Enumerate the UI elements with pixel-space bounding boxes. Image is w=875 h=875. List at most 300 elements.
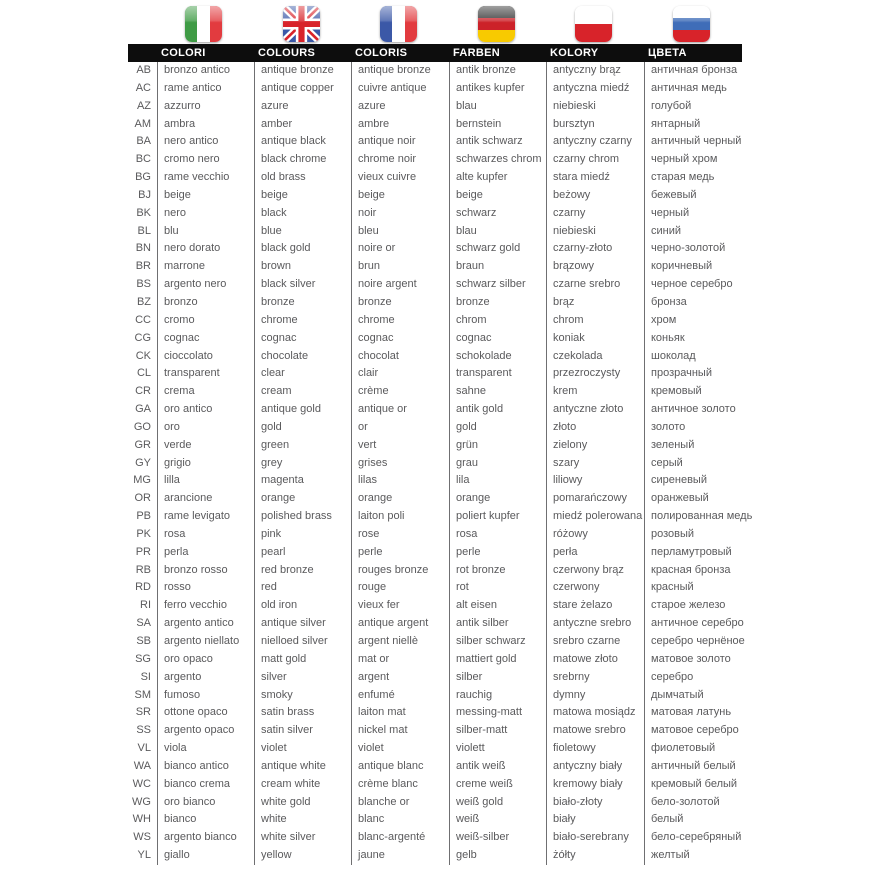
color-name-cell-french: violet xyxy=(351,740,449,758)
color-name-cell-english: white gold xyxy=(254,794,351,812)
color-name-cell-french: rouge xyxy=(351,579,449,597)
color-name-cell-polish: antyczny brąz xyxy=(546,62,644,80)
color-name-cell-polish: koniak xyxy=(546,330,644,348)
color-code-cell: PR xyxy=(135,545,151,558)
color-name-cell-english: white silver xyxy=(254,829,351,847)
table-row-WS xyxy=(128,829,754,847)
column-header-english: COLOURS xyxy=(258,47,316,59)
table-row-GO xyxy=(128,419,754,437)
color-code-cell: AM xyxy=(134,117,151,130)
color-code-cell: SB xyxy=(136,635,151,647)
color-name-cell-italian: lilla xyxy=(157,472,254,490)
color-name-cell-italian: fumoso xyxy=(157,687,254,705)
color-name-cell-russian: старая медь xyxy=(644,169,754,187)
color-name-cell-english: old iron xyxy=(254,597,351,615)
color-name-cell-english: azure xyxy=(254,98,351,116)
color-name-cell-english: pink xyxy=(254,526,351,544)
russia-flag-icon xyxy=(673,6,710,42)
color-name-cell-english: antique copper xyxy=(254,80,351,98)
color-name-cell-russian: черный xyxy=(644,205,754,223)
color-name-cell-german: poliert kupfer xyxy=(449,508,546,526)
color-name-cell-russian: коричневый xyxy=(644,258,754,276)
color-name-cell-russian: серебро xyxy=(644,669,754,687)
table-row-GA xyxy=(128,401,754,419)
color-name-cell-polish: krem xyxy=(546,383,644,401)
color-code-cell: AZ xyxy=(136,99,151,112)
color-name-cell-polish: matowe srebro xyxy=(546,722,644,740)
color-name-cell-italian: verde xyxy=(157,437,254,455)
color-code-cell: BJ xyxy=(138,188,151,201)
color-name-cell-german: schokolade xyxy=(449,348,546,366)
color-name-cell-english: smoky xyxy=(254,687,351,705)
color-name-cell-english: beige xyxy=(254,187,351,205)
color-code-cell: SG xyxy=(135,652,151,665)
color-name-cell-german: weiß-silber xyxy=(449,829,546,847)
color-name-cell-italian: cromo nero xyxy=(157,151,254,169)
column-header-polish: KOLORY xyxy=(550,47,599,59)
table-row-AZ xyxy=(128,98,754,116)
color-name-cell-russian: дымчатый xyxy=(644,687,754,705)
color-name-cell-english: gold xyxy=(254,419,351,437)
color-name-cell-italian: nero dorato xyxy=(157,240,254,258)
column-header-french: COLORIS xyxy=(355,47,408,59)
color-name-cell-german: orange xyxy=(449,490,546,508)
table-row-RD xyxy=(128,579,754,597)
color-name-cell-german: antik silber xyxy=(449,615,546,633)
table-row-PK xyxy=(128,526,754,544)
color-name-cell-german: antik weiß xyxy=(449,758,546,776)
color-name-cell-german: grau xyxy=(449,455,546,473)
color-name-cell-english: antique white xyxy=(254,758,351,776)
color-name-cell-russian: желтый xyxy=(644,847,754,865)
color-name-cell-polish: złoto xyxy=(546,419,644,437)
color-code-cell: WC xyxy=(132,777,151,790)
color-name-cell-german: rot xyxy=(449,579,546,597)
color-name-cell-french: perle xyxy=(351,544,449,562)
color-name-cell-french: laiton poli xyxy=(351,508,449,526)
color-name-cell-polish: stara miedź xyxy=(546,169,644,187)
color-name-cell-german: gold xyxy=(449,419,546,437)
color-name-cell-french: bronze xyxy=(351,294,449,312)
color-name-cell-german: antik gold xyxy=(449,401,546,419)
color-code-cell: SS xyxy=(136,724,151,737)
color-translation-table xyxy=(128,62,754,865)
color-name-cell-french: vieux cuivre xyxy=(351,169,449,187)
color-name-cell-italian: rosa xyxy=(157,526,254,544)
column-header-italian: COLORI xyxy=(161,47,206,59)
color-name-cell-italian: cioccolato xyxy=(157,348,254,366)
color-name-cell-french: azure xyxy=(351,98,449,116)
color-name-cell-french: noire or xyxy=(351,240,449,258)
color-name-cell-english: cream white xyxy=(254,776,351,794)
color-name-cell-french: blanc-argenté xyxy=(351,829,449,847)
color-code-cell: CG xyxy=(134,331,151,344)
color-name-cell-italian: argento niellato xyxy=(157,633,254,651)
color-name-cell-italian: marrone xyxy=(157,258,254,276)
france-flag-icon xyxy=(380,6,417,42)
color-name-cell-english: antique bronze xyxy=(254,62,351,80)
color-name-cell-french: vieux fer xyxy=(351,597,449,615)
color-name-cell-german: alte kupfer xyxy=(449,169,546,187)
color-name-cell-russian: серый xyxy=(644,455,754,473)
color-code-cell: WH xyxy=(132,813,151,826)
color-name-cell-english: magenta xyxy=(254,472,351,490)
color-name-cell-french: jaune xyxy=(351,847,449,865)
color-name-cell-french: rose xyxy=(351,526,449,544)
color-name-cell-english: green xyxy=(254,437,351,455)
table-row-CG xyxy=(128,330,754,348)
color-name-cell-german: creme weiß xyxy=(449,776,546,794)
color-name-cell-italian: blu xyxy=(157,223,254,241)
color-code-cell: SM xyxy=(134,688,151,701)
color-name-cell-polish: dymny xyxy=(546,687,644,705)
color-name-cell-german: violett xyxy=(449,740,546,758)
color-name-cell-german: sahne xyxy=(449,383,546,401)
color-name-cell-english: chrome xyxy=(254,312,351,330)
color-name-cell-italian: bianco xyxy=(157,811,254,829)
color-name-cell-german: blau xyxy=(449,98,546,116)
color-name-cell-polish: niebieski xyxy=(546,223,644,241)
color-name-cell-english: antique silver xyxy=(254,615,351,633)
color-name-cell-english: nielloed silver xyxy=(254,633,351,651)
color-name-cell-french: noir xyxy=(351,205,449,223)
color-name-cell-french: rouges bronze xyxy=(351,562,449,580)
table-row-WA xyxy=(128,758,754,776)
color-name-cell-russian: античный черный xyxy=(644,133,754,151)
flags-row xyxy=(0,0,875,44)
color-code-cell: SA xyxy=(136,617,151,630)
color-name-cell-polish: biało-złoty xyxy=(546,794,644,812)
color-code-cell: GO xyxy=(133,420,151,433)
color-name-cell-italian: nero antico xyxy=(157,133,254,151)
color-name-cell-english: black xyxy=(254,205,351,223)
color-name-cell-english: antique black xyxy=(254,133,351,151)
color-name-cell-polish: czekolada xyxy=(546,348,644,366)
table-row-WC xyxy=(128,776,754,794)
color-name-cell-french: argent xyxy=(351,669,449,687)
color-name-cell-polish: liliowy xyxy=(546,472,644,490)
color-name-cell-french: chrome xyxy=(351,312,449,330)
color-code-cell: CR xyxy=(135,385,151,398)
color-name-cell-polish: brąz xyxy=(546,294,644,312)
color-name-cell-english: white xyxy=(254,811,351,829)
color-name-cell-english: cognac xyxy=(254,330,351,348)
color-name-cell-german: bernstein xyxy=(449,116,546,134)
table-row-BA xyxy=(128,133,754,151)
color-name-cell-russian: матовое серебро xyxy=(644,722,754,740)
color-name-cell-english: brown xyxy=(254,258,351,276)
color-name-cell-russian: черный хром xyxy=(644,151,754,169)
color-name-cell-italian: cromo xyxy=(157,312,254,330)
color-name-cell-polish: antyczna miedź xyxy=(546,80,644,98)
color-name-cell-italian: grigio xyxy=(157,455,254,473)
color-name-cell-russian: хром xyxy=(644,312,754,330)
color-name-cell-french: mat or xyxy=(351,651,449,669)
color-code-cell: RD xyxy=(135,581,151,594)
color-code-cell: BZ xyxy=(136,295,151,308)
color-name-cell-italian: perla xyxy=(157,544,254,562)
table-row-SB xyxy=(128,633,754,651)
color-code-cell: VL xyxy=(137,742,151,755)
table-row-PB xyxy=(128,508,754,526)
color-name-cell-russian: матовое золото xyxy=(644,651,754,669)
color-name-cell-russian: кремовый xyxy=(644,383,754,401)
color-name-cell-italian: arancione xyxy=(157,490,254,508)
color-name-cell-russian: белый xyxy=(644,811,754,829)
color-name-cell-italian: azzurro xyxy=(157,98,254,116)
color-name-cell-german: bronze xyxy=(449,294,546,312)
color-name-cell-english: satin silver xyxy=(254,722,351,740)
color-name-cell-french: cognac xyxy=(351,330,449,348)
color-name-cell-russian: серебро чернёное xyxy=(644,633,754,651)
color-name-cell-italian: bronzo antico xyxy=(157,62,254,80)
color-name-cell-german: silber-matt xyxy=(449,722,546,740)
color-name-cell-french: bleu xyxy=(351,223,449,241)
color-name-cell-german: weiß gold xyxy=(449,794,546,812)
table-row-BR xyxy=(128,258,754,276)
color-name-cell-german: silber schwarz xyxy=(449,633,546,651)
table-row-BL xyxy=(128,223,754,241)
color-name-cell-russian: старое железо xyxy=(644,597,754,615)
color-name-cell-german: cognac xyxy=(449,330,546,348)
color-name-cell-italian: beige xyxy=(157,187,254,205)
color-name-cell-polish: czarne srebro xyxy=(546,276,644,294)
color-name-cell-russian: розовый xyxy=(644,526,754,544)
table-row-SS xyxy=(128,722,754,740)
color-name-cell-polish: różowy xyxy=(546,526,644,544)
color-name-cell-russian: бежевый xyxy=(644,187,754,205)
color-name-cell-german: schwarz xyxy=(449,205,546,223)
color-name-cell-french: beige xyxy=(351,187,449,205)
table-row-BC xyxy=(128,151,754,169)
table-row-SI xyxy=(128,669,754,687)
color-name-cell-polish: perła xyxy=(546,544,644,562)
color-name-cell-french: grises xyxy=(351,455,449,473)
table-row-RI xyxy=(128,597,754,615)
color-name-cell-german: rosa xyxy=(449,526,546,544)
color-name-cell-polish: żółty xyxy=(546,847,644,865)
table-row-CC xyxy=(128,312,754,330)
color-name-cell-italian: crema xyxy=(157,383,254,401)
color-name-cell-polish: kremowy biały xyxy=(546,776,644,794)
color-name-cell-french: antique argent xyxy=(351,615,449,633)
color-name-cell-german: antikes kupfer xyxy=(449,80,546,98)
color-name-cell-german: gelb xyxy=(449,847,546,865)
color-name-cell-german: grün xyxy=(449,437,546,455)
color-name-cell-polish: brązowy xyxy=(546,258,644,276)
color-code-cell: GA xyxy=(135,403,151,416)
color-name-cell-english: blue xyxy=(254,223,351,241)
color-name-cell-russian: шоколад xyxy=(644,348,754,366)
color-code-cell: OR xyxy=(134,492,151,505)
color-name-cell-italian: argento opaco xyxy=(157,722,254,740)
column-header-german: FARBEN xyxy=(453,47,501,59)
color-name-cell-german: antik bronze xyxy=(449,62,546,80)
color-name-cell-french: blanc xyxy=(351,811,449,829)
color-name-cell-english: silver xyxy=(254,669,351,687)
color-name-cell-russian: прозрачный xyxy=(644,365,754,383)
color-code-cell: BN xyxy=(135,242,151,255)
color-name-cell-russian: сиреневый xyxy=(644,472,754,490)
color-name-cell-german: rot bronze xyxy=(449,562,546,580)
color-code-cell: CC xyxy=(135,313,151,326)
color-code-cell: MG xyxy=(133,474,151,487)
color-name-cell-polish: przezroczysty xyxy=(546,365,644,383)
color-code-cell: BC xyxy=(135,153,151,166)
color-name-cell-english: black silver xyxy=(254,276,351,294)
column-header-russian: ЦВЕТА xyxy=(648,47,687,59)
color-name-cell-russian: полированная медь xyxy=(644,508,754,526)
color-name-cell-italian: bianco crema xyxy=(157,776,254,794)
color-code-cell: AB xyxy=(136,64,151,76)
table-row-SM xyxy=(128,687,754,705)
color-name-cell-german: mattiert gold xyxy=(449,651,546,669)
color-name-cell-russian: красная бронза xyxy=(644,562,754,580)
table-row-SR xyxy=(128,704,754,722)
color-name-cell-italian: argento xyxy=(157,669,254,687)
color-name-cell-french: laiton mat xyxy=(351,704,449,722)
color-name-cell-russian: коньяк xyxy=(644,330,754,348)
table-row-AC xyxy=(128,80,754,98)
color-name-cell-german: messing-matt xyxy=(449,704,546,722)
color-name-cell-polish: chrom xyxy=(546,312,644,330)
color-name-cell-italian: rame levigato xyxy=(157,508,254,526)
table-row-RB xyxy=(128,562,754,580)
color-name-cell-polish: biały xyxy=(546,811,644,829)
color-name-cell-english: grey xyxy=(254,455,351,473)
color-name-cell-polish: czarny-złoto xyxy=(546,240,644,258)
color-name-cell-russian: матовая латунь xyxy=(644,704,754,722)
color-name-cell-french: enfumé xyxy=(351,687,449,705)
color-name-cell-german: schwarz silber xyxy=(449,276,546,294)
color-name-cell-english: bronze xyxy=(254,294,351,312)
color-name-cell-italian: cognac xyxy=(157,330,254,348)
color-name-cell-english: pearl xyxy=(254,544,351,562)
color-name-cell-russian: красный xyxy=(644,579,754,597)
color-name-cell-polish: czerwony brąz xyxy=(546,562,644,580)
color-name-cell-german: schwarz gold xyxy=(449,240,546,258)
color-name-cell-russian: античная медь xyxy=(644,80,754,98)
color-name-cell-italian: ambra xyxy=(157,116,254,134)
color-name-cell-polish: bursztyn xyxy=(546,116,644,134)
color-name-cell-french: cuivre antique xyxy=(351,80,449,98)
color-name-cell-german: schwarzes chrom xyxy=(449,151,546,169)
color-name-cell-italian: oro bianco xyxy=(157,794,254,812)
color-name-cell-french: ambre xyxy=(351,116,449,134)
color-name-cell-french: blanche or xyxy=(351,794,449,812)
color-name-cell-german: lila xyxy=(449,472,546,490)
color-name-cell-english: old brass xyxy=(254,169,351,187)
color-name-cell-english: red bronze xyxy=(254,562,351,580)
color-name-cell-italian: ottone opaco xyxy=(157,704,254,722)
table-row-BS xyxy=(128,276,754,294)
color-code-cell: RI xyxy=(140,599,151,612)
color-name-cell-german: alt eisen xyxy=(449,597,546,615)
color-name-cell-russian: бронза xyxy=(644,294,754,312)
color-name-cell-english: amber xyxy=(254,116,351,134)
color-name-cell-russian: оранжевый xyxy=(644,490,754,508)
table-row-WG xyxy=(128,794,754,812)
table-row-GY xyxy=(128,455,754,473)
color-name-cell-french: chocolat xyxy=(351,348,449,366)
table-row-BG xyxy=(128,169,754,187)
color-name-cell-polish: niebieski xyxy=(546,98,644,116)
color-name-cell-russian: бело-серебряный xyxy=(644,829,754,847)
color-name-cell-french: antique noir xyxy=(351,133,449,151)
color-name-cell-polish: biało-serebrany xyxy=(546,829,644,847)
color-name-cell-italian: oro xyxy=(157,419,254,437)
color-name-cell-polish: zielony xyxy=(546,437,644,455)
color-name-cell-french: lilas xyxy=(351,472,449,490)
color-code-cell: BS xyxy=(136,278,151,291)
color-code-cell: BA xyxy=(136,135,151,148)
color-name-cell-french: clair xyxy=(351,365,449,383)
color-name-cell-german: chrom xyxy=(449,312,546,330)
color-name-cell-italian: giallo xyxy=(157,847,254,865)
color-name-cell-english: black chrome xyxy=(254,151,351,169)
color-code-cell: SI xyxy=(140,670,151,683)
color-name-cell-russian: перламутровый xyxy=(644,544,754,562)
color-code-cell: SR xyxy=(135,706,151,719)
color-name-cell-italian: rame vecchio xyxy=(157,169,254,187)
color-code-cell: PB xyxy=(136,510,151,523)
color-name-cell-english: yellow xyxy=(254,847,351,865)
table-row-BZ xyxy=(128,294,754,312)
color-name-cell-russian: античное золото xyxy=(644,401,754,419)
color-name-cell-english: antique gold xyxy=(254,401,351,419)
color-name-cell-french: vert xyxy=(351,437,449,455)
color-name-cell-polish: antyczne złoto xyxy=(546,401,644,419)
table-header-bar xyxy=(128,44,742,62)
color-name-cell-russian: черно-золотой xyxy=(644,240,754,258)
color-name-cell-polish: antyczny biały xyxy=(546,758,644,776)
color-name-cell-polish: czarny chrom xyxy=(546,151,644,169)
color-name-cell-german: braun xyxy=(449,258,546,276)
color-code-cell: WS xyxy=(133,831,151,844)
color-name-cell-french: or xyxy=(351,419,449,437)
color-name-cell-german: rauchig xyxy=(449,687,546,705)
color-name-cell-polish: stare żelazo xyxy=(546,597,644,615)
color-name-cell-polish: szary xyxy=(546,455,644,473)
color-name-cell-french: orange xyxy=(351,490,449,508)
uk-flag-icon xyxy=(283,6,320,42)
table-row-CL xyxy=(128,365,754,383)
color-code-cell: RB xyxy=(135,563,151,576)
color-name-cell-italian: argento nero xyxy=(157,276,254,294)
color-name-cell-italian: argento bianco xyxy=(157,829,254,847)
color-name-cell-polish: matowa mosiądz xyxy=(546,704,644,722)
table-row-OR xyxy=(128,490,754,508)
table-row-WH xyxy=(128,811,754,829)
color-name-cell-german: perle xyxy=(449,544,546,562)
table-row-VL xyxy=(128,740,754,758)
color-name-cell-german: silber xyxy=(449,669,546,687)
color-name-cell-polish: czerwony xyxy=(546,579,644,597)
color-name-cell-italian: oro antico xyxy=(157,401,254,419)
color-name-cell-italian: rame antico xyxy=(157,80,254,98)
color-name-cell-french: noire argent xyxy=(351,276,449,294)
color-name-cell-english: clear xyxy=(254,365,351,383)
color-name-cell-polish: beżowy xyxy=(546,187,644,205)
color-code-cell: BK xyxy=(136,206,151,219)
color-name-cell-english: satin brass xyxy=(254,704,351,722)
color-name-cell-italian: bronzo xyxy=(157,294,254,312)
color-name-cell-italian: bronzo rosso xyxy=(157,562,254,580)
color-name-cell-english: black gold xyxy=(254,240,351,258)
color-name-cell-english: polished brass xyxy=(254,508,351,526)
table-row-MG xyxy=(128,472,754,490)
color-name-cell-russian: янтарный xyxy=(644,116,754,134)
